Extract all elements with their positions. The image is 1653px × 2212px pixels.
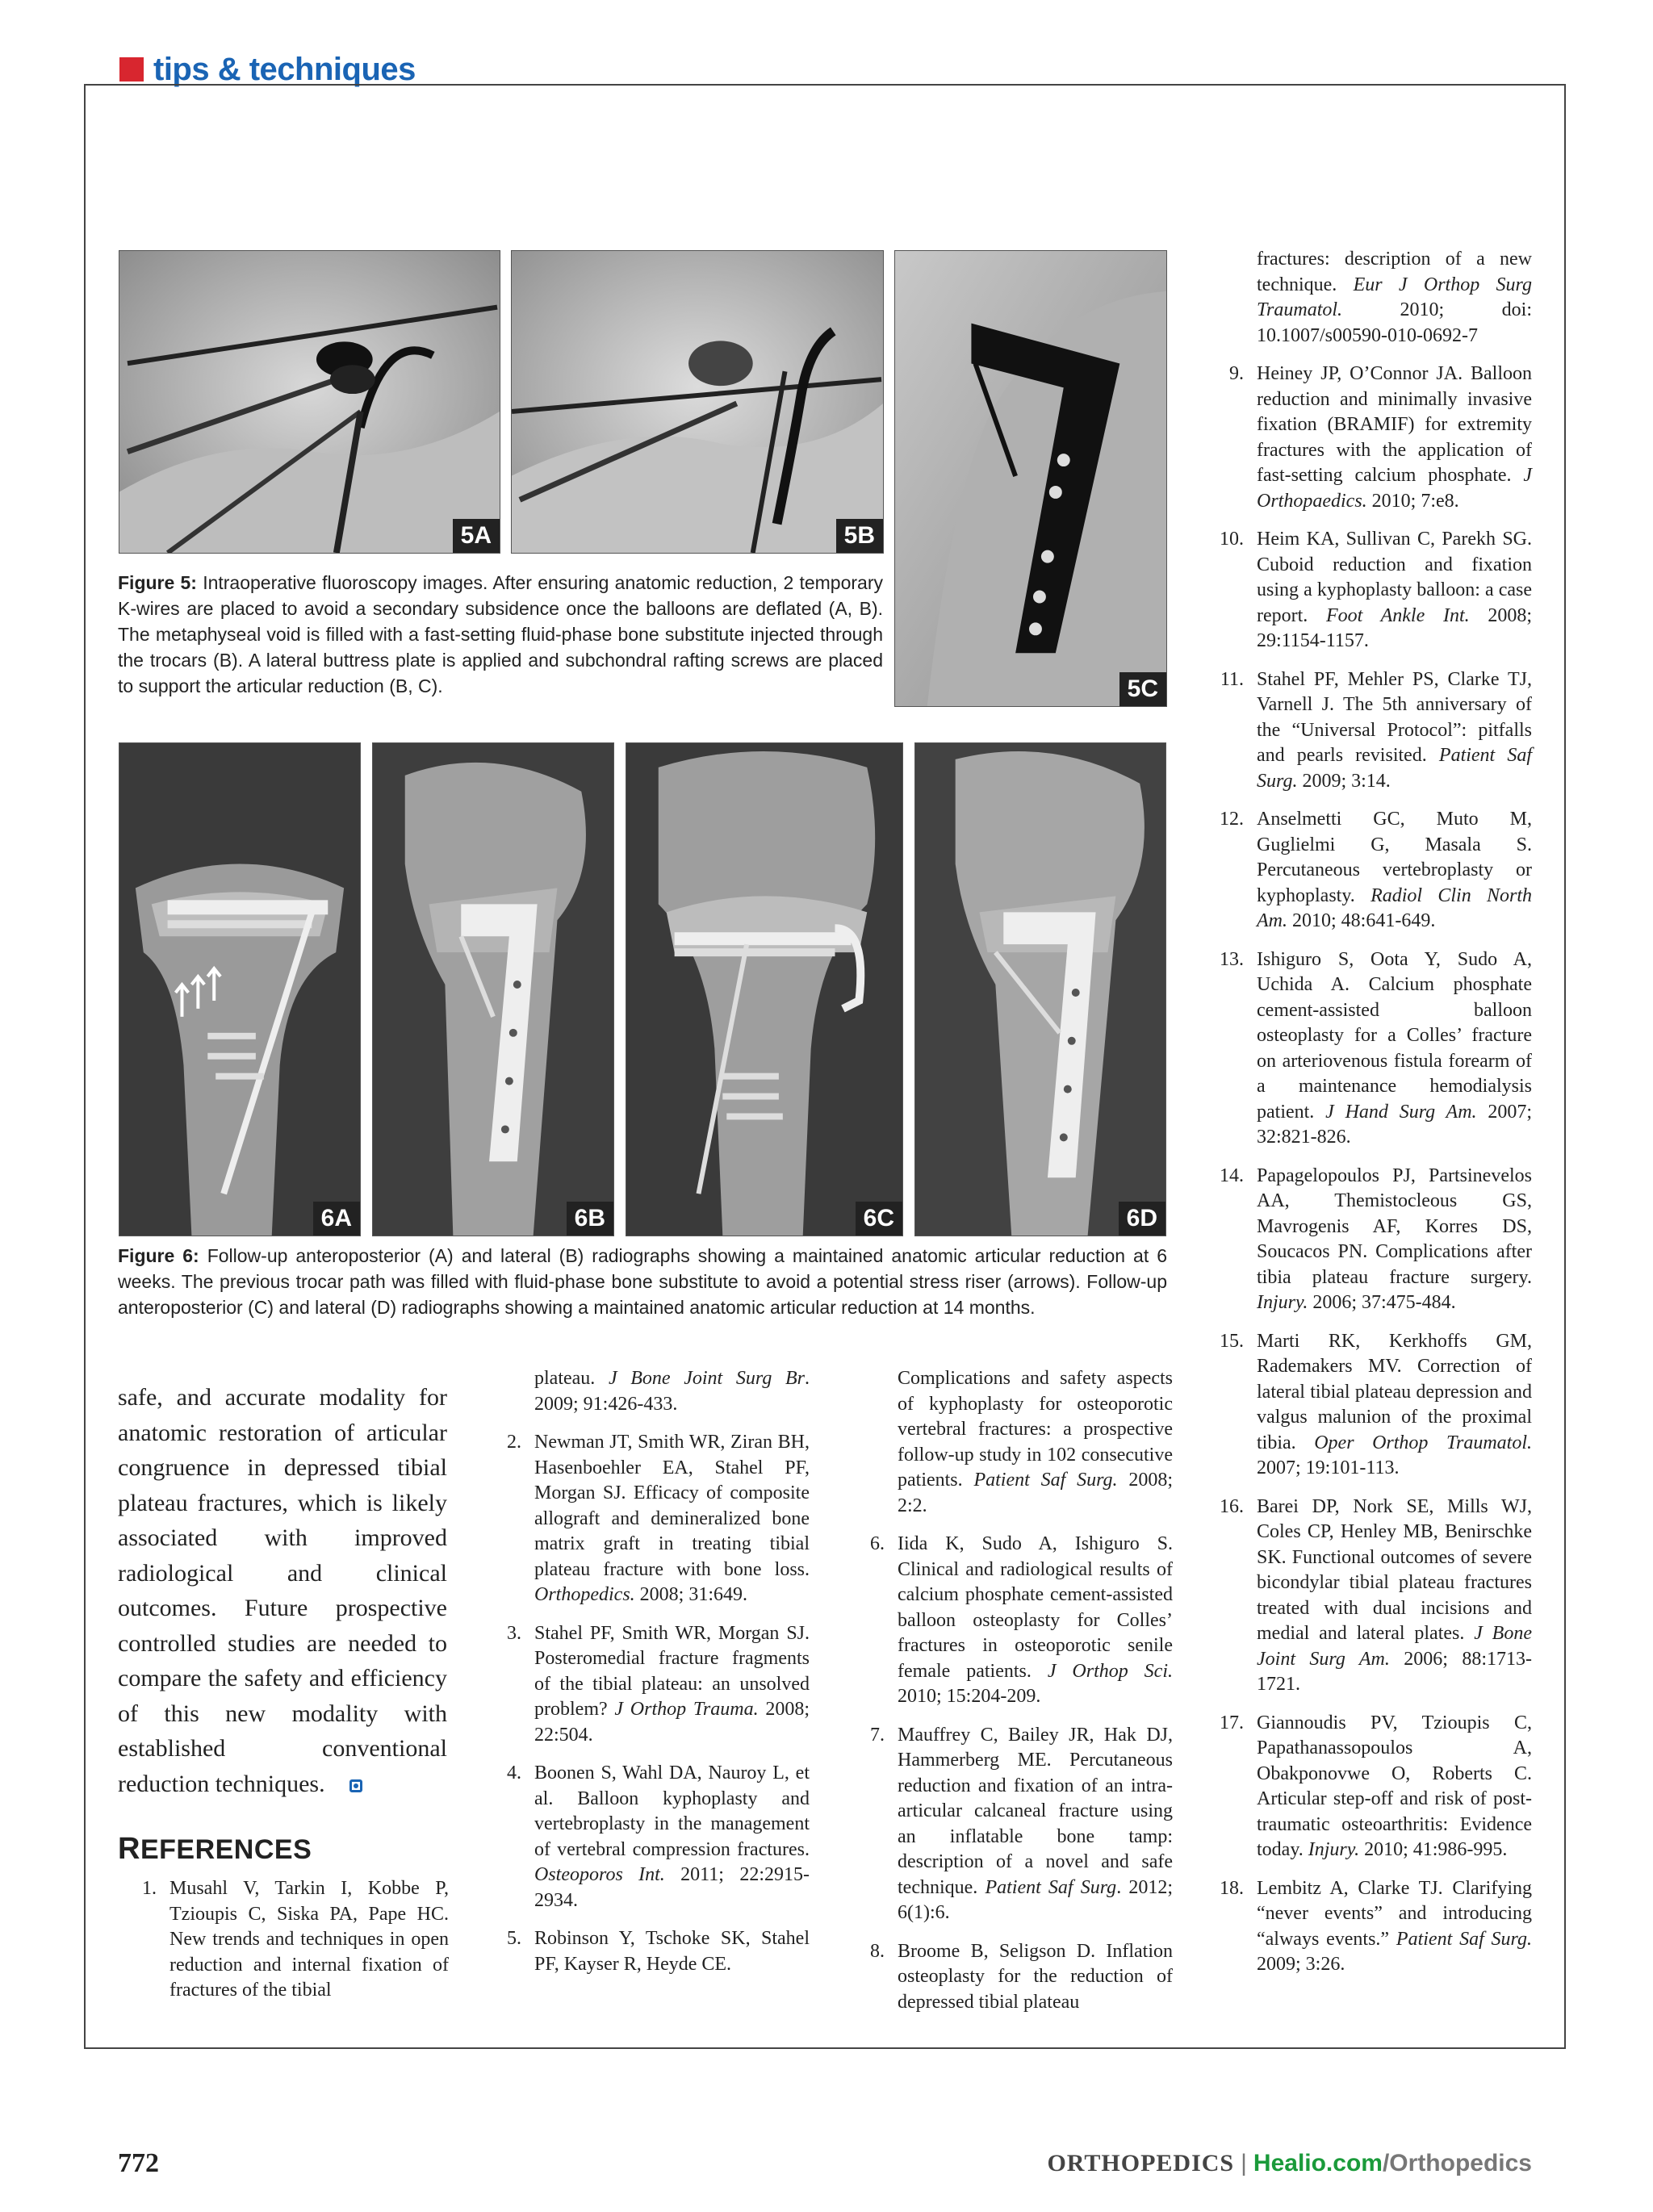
panel-label: 6C	[856, 1202, 902, 1236]
figure-6-caption	[118, 1243, 1167, 1320]
reference-item	[846, 1532, 1173, 1710]
reference-text: Mauffrey C, Bailey JR, Hak DJ, Hammerberg ME. Percutaneous reduction and fixation of an intra-articular calcaneal fracture using an inflatable bone tamp: description of a novel and safe technique. Patient Saf Surg. 2012; 6(1):6.	[898, 1724, 1174, 1923]
reference-number: 13.	[1220, 948, 1244, 970]
caption-label: Figure 6:	[118, 1245, 199, 1266]
reference-number	[483, 1366, 534, 1417]
caption-label: Figure 5:	[118, 572, 197, 593]
reference-item	[1205, 1711, 1532, 1863]
figure-5c-image	[894, 250, 1167, 707]
end-of-article-icon	[349, 1779, 362, 1792]
reference-text: Marti RK, Kerkhoffs GM, Rademakers MV. Correction of lateral tibial plateau depression and valgus malunion of the proximal tibia. Oper Orthop Traumatol. 2007; 19:101-113.	[1257, 1330, 1532, 1478]
reference-item	[1205, 1876, 1532, 1978]
reference-item	[1205, 807, 1532, 935]
reference-item	[483, 1926, 810, 1977]
reference-text: Newman JT, Smith WR, Ziran BH, Hasenboehler EA, Stahel PF, Morgan SJ. Efficacy of composite allograft and demineralized bone matrix graft in treating tibial plateau fracture with bone loss. Orthopedics. 2008; 31:649.	[534, 1432, 810, 1605]
reference-item	[483, 1366, 810, 1417]
reference-number	[846, 1366, 898, 1519]
reference-item	[846, 1939, 1173, 2016]
reference-number: 16.	[1220, 1495, 1244, 1517]
reference-number: 11.	[1220, 668, 1244, 690]
reference-item	[1205, 527, 1532, 654]
body-text: safe, and accurate modality for anatomic restoration of articular congruence in depressed tibial plateau fractures, which is likely associated with improved radiological and clinical outcomes. Future prospective controlled studies are needed to compare the safety and efficiency of this new modality with established conventional reduction techniques.	[118, 1384, 447, 1797]
reference-item	[118, 1876, 449, 2004]
reference-text: Barei DP, Nork SE, Mills WJ, Coles CP, Henley MB, Benirschke SK. Functional outcomes of severe bicondylar tibial plateau fractures treated with dual incisions and medial and lateral plates. J Bone Joint Surg Am. 2006; 88:1713-1721.	[1257, 1495, 1533, 1695]
reference-item	[846, 1723, 1173, 1926]
reference-text: Complications and safety aspects of kyphoplasty for osteoporotic vertebral fractures: a prospective follow-up study in 102 consecutive patients. Patient Saf Surg. 2008; 2:2.	[898, 1368, 1174, 1516]
reference-number: 10.	[1220, 529, 1244, 550]
reference-number: 8.	[870, 1940, 885, 1962]
reference-text: Heiney JP, O’Connor JA. Balloon reduction and minimally invasive fixation (BRAMIF) for extremity fractures with the application of fast-setting calcium phosphate. J Orthopaedics. 2010; 7:e8.	[1257, 363, 1532, 512]
panel-label: 6B	[567, 1202, 613, 1236]
reference-number: 9.	[1229, 363, 1244, 384]
journal-name: ORTHOPEDICS	[1047, 2150, 1235, 2176]
reference-number: 7.	[870, 1724, 885, 1746]
panel-label: 5A	[453, 519, 500, 553]
references-column-3	[846, 1366, 1173, 2028]
reference-number: 5.	[507, 1928, 521, 1949]
reference-number: 17.	[1220, 1712, 1244, 1733]
reference-item	[1205, 247, 1532, 349]
reference-number: 4.	[507, 1762, 521, 1783]
reference-item	[1205, 1164, 1532, 1316]
reference-text: Broome B, Seligson D. Inflation osteoplasty for the reduction of depressed tibial plateau	[898, 1940, 1173, 2013]
reference-number: 14.	[1220, 1165, 1244, 1186]
figure-5b-image	[511, 250, 884, 554]
reference-text: Robinson Y, Tschoke SK, Stahel PF, Kayser R, Heyde CE.	[534, 1928, 810, 1975]
section-marker	[119, 57, 144, 82]
references-column-2	[483, 1366, 810, 1990]
figure-5-caption	[118, 570, 883, 699]
section-header	[119, 50, 416, 89]
figure-6d-image	[914, 742, 1166, 1236]
reference-text: Papagelopoulos PJ, Partsinevelos AA, Themistocleous GS, Mavrogenis AF, Korres DS, Soucacos PN. Complications after tibia plateau fracture surgery. Injury. 2006; 37:475-484.	[1257, 1165, 1532, 1313]
figure-6c-image	[626, 742, 903, 1236]
reference-number: 15.	[1220, 1330, 1244, 1352]
reference-item	[483, 1761, 810, 1913]
figure-6a-image	[119, 742, 361, 1236]
figure-5a-image	[119, 250, 500, 554]
references-column-1	[118, 1876, 449, 2017]
reference-text: Iida K, Sudo A, Ishiguro S. Clinical and radiological results of calcium phosphate cement-assisted balloon osteoplasty for Colles’ fractures in osteoporotic senile female patients. J Orthop Sci. 2010; 15:204-209.	[898, 1533, 1173, 1707]
reference-item	[483, 1430, 810, 1608]
caption-text: Follow-up anteroposterior (A) and lateral (B) radiographs showing a maintained anatomic articular reduction at 6 weeks. The previous trocar path was filled with fluid-phase bone substitute to avoid a potential stress riser (arrows). Follow-up anteroposterior (C) and lateral (D) radiographs showing a maintained anatomic articular reduction at 14 months.	[118, 1245, 1167, 1318]
reference-item	[1205, 362, 1532, 514]
reference-number: 1.	[142, 1878, 157, 1899]
reference-text: Ishiguro S, Oota Y, Sudo A, Uchida A. Calcium phosphate cement-assisted balloon osteoplasty for a Colles’ fracture on arteriovenous fistula forearm of a maintenance hemodialysis patient. J Hand Surg Am. 2007; 32:821-826.	[1257, 948, 1533, 1148]
reference-number: 3.	[507, 1622, 521, 1644]
caption-text: Intraoperative fluoroscopy images. After ensuring anatomic reduction, 2 temporary K-wires are placed to avoid a secondary subsidence once the balloons are deflated (A, B). The metaphyseal void is filled with a fast-setting fluid-phase bone substitute injected through the trocars (B). A lateral buttress plate is applied and subchondral rafting screws are placed to support the articular reduction (B, C).	[118, 572, 883, 696]
reference-item	[1205, 1329, 1532, 1482]
reference-item	[1205, 667, 1532, 795]
journal-site: Healio.com	[1253, 2150, 1383, 2176]
panel-label: 6D	[1119, 1202, 1165, 1236]
panel-label: 5B	[836, 519, 883, 553]
reference-item	[483, 1621, 810, 1749]
reference-text: Anselmetti GC, Muto M, Guglielmi G, Masala S. Percutaneous vertebroplasty or kyphoplasty. Radiol Clin North Am. 2010; 48:641-649.	[1257, 809, 1532, 931]
reference-item	[846, 1366, 1173, 1519]
figure-6b-image	[372, 742, 614, 1236]
reference-text: Musahl V, Tarkin I, Kobbe P, Tzioupis C, Siska PA, Pape HC. New trends and techniques in open reduction and internal fixation of fractures of the tibial	[169, 1878, 449, 2001]
reference-number: 18.	[1220, 1877, 1244, 1899]
reference-number: 12.	[1220, 809, 1244, 830]
body-paragraph	[118, 1380, 447, 1801]
reference-text: Stahel PF, Smith WR, Morgan SJ. Posteromedial fracture fragments of the tibial plateau: an unsolved problem? J Orthop Trauma. 2008; 22:504.	[534, 1622, 810, 1746]
reference-text: plateau. J Bone Joint Surg Br. 2009; 91:426-433.	[534, 1368, 810, 1415]
reference-text: fractures: description of a new technique. Eur J Orthop Surg Traumatol. 2010; doi: 10.1007/s00590-010-0692-7	[1257, 249, 1532, 346]
reference-text: Heim KA, Sullivan C, Parekh SG. Cuboid reduction and fixation using a kyphoplasty balloon: a case report. Foot Ankle Int. 2008; 29:1154-1157.	[1257, 529, 1532, 651]
reference-item	[1205, 1495, 1532, 1698]
references-column-4	[1205, 247, 1532, 1991]
section-title: tips & techniques	[153, 51, 416, 87]
journal-footer: ORTHOPEDICS | Healio.com/Orthopedics	[1047, 2150, 1532, 2176]
page-number: 772	[118, 2148, 159, 2178]
reference-number	[1205, 247, 1257, 349]
panel-label: 6A	[313, 1202, 360, 1236]
reference-number: 2.	[507, 1432, 521, 1453]
references-heading: REFERENCES	[118, 1832, 312, 1866]
reference-text: Stahel PF, Mehler PS, Clarke TJ, Varnell J. The 5th anniversary of the “Universal Protocol”: pitfalls and pearls revisited. Patient Saf Surg. 2009; 3:14.	[1257, 668, 1532, 792]
reference-number: 6.	[870, 1533, 885, 1554]
reference-text: Boonen S, Wahl DA, Nauroy L, et al. Balloon kyphoplasty and vertebroplasty in the management of vertebral compression fractures. Osteoporos Int. 2011; 22:2915-2934.	[534, 1762, 810, 1911]
reference-item	[1205, 947, 1532, 1151]
reference-text: Giannoudis PV, Tzioupis C, Papathanassopoulos A, Obakponovwe O, Roberts C. Articular step-off and risk of post-traumatic osteoarthritis: Evidence today. Injury. 2010; 41:986-995.	[1257, 1712, 1532, 1860]
panel-label: 5C	[1119, 672, 1166, 706]
reference-text: Lembitz A, Clarke TJ. Clarifying “never events” and introducing “always events.” Patient Saf Surg. 2009; 3:26.	[1257, 1877, 1533, 1975]
